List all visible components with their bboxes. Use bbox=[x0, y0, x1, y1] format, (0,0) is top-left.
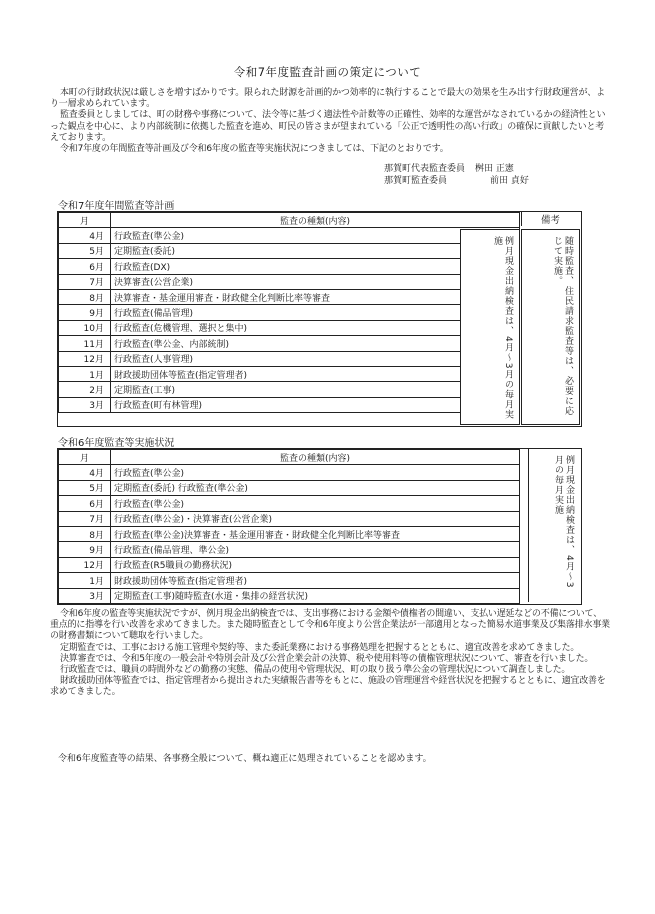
signature-name: 前田 貞好 bbox=[490, 176, 529, 186]
row-kind: 行政監査(危機管理、選択と集中) bbox=[111, 320, 520, 335]
row-kind: 行政監査(準公金) bbox=[111, 228, 520, 243]
table-row bbox=[59, 480, 520, 495]
plan-adhoc-note-box bbox=[521, 229, 580, 425]
row-kind: 行政監査(準公金、内部統制) bbox=[111, 336, 520, 351]
row-month: 8月 bbox=[59, 526, 111, 541]
row-month: 12月 bbox=[59, 557, 111, 572]
table-row bbox=[59, 305, 520, 320]
table-row bbox=[59, 382, 520, 397]
row-month: 9月 bbox=[59, 305, 111, 320]
table-row bbox=[59, 243, 520, 258]
table-row bbox=[59, 274, 520, 289]
header-month: 月 bbox=[59, 450, 111, 465]
results-section-title: 令和6年度監査等実施状況 bbox=[58, 438, 175, 449]
page-title: 令和7年度監査計画の策定について bbox=[233, 65, 422, 79]
header-kind: 監査の種類(内容) bbox=[111, 213, 520, 228]
row-kind: 行政監査(R5職員の勤務状況) bbox=[111, 557, 520, 572]
signature-row bbox=[384, 175, 529, 187]
row-kind: 決算審査(公営企業) bbox=[111, 274, 520, 289]
row-kind: 行政監査(準公金)決算審査・基金運用審査・財政健全化判断比率等審査 bbox=[111, 526, 520, 541]
table-row bbox=[59, 228, 520, 243]
conclusion-text: 令和6年度監査等の結果、各事務全般について、概ね適正に処理されていることを認めます。 bbox=[58, 754, 432, 764]
plan-monthly-note-box bbox=[460, 229, 520, 425]
table-row bbox=[59, 336, 520, 351]
row-kind: 行政監査(準公金) bbox=[111, 465, 520, 480]
row-kind: 決算審査・基金運用審査・財政健全化判断比率等審査 bbox=[111, 289, 520, 304]
intro-section bbox=[50, 88, 610, 155]
row-month: 5月 bbox=[59, 243, 111, 258]
plan-table bbox=[58, 212, 520, 413]
results-table bbox=[58, 449, 520, 604]
signature-role: 那賀町代表監査委員 bbox=[384, 164, 466, 174]
summary-paragraph: 令和6年度の監査等実施状況ですが、例月現金出納検査では、支出事務における金額や債権者の間違い、支払い遅延などの不備について、重点的に指導を行い改善を求めてきました。また随時監査として令和6年度より公営企業法が一部適用となった簡易水道事業及び集落排水事業の財務書類について聴取を行いました。 bbox=[50, 609, 610, 642]
row-month: 5月 bbox=[59, 480, 111, 495]
row-kind: 行政監査(備品管理) bbox=[111, 305, 520, 320]
summary-paragraph: 決算審査では、令和5年度の一般会計や特別会計及び公営企業会計の決算、税や使用料等の債権管理状況について、審査を行いました。 bbox=[60, 653, 594, 664]
signature-row bbox=[384, 163, 529, 175]
summary-section bbox=[50, 609, 610, 699]
table-header-row bbox=[59, 450, 520, 465]
table-row bbox=[59, 351, 520, 366]
table-row bbox=[59, 588, 520, 603]
table-header-row bbox=[59, 213, 520, 228]
row-month: 4月 bbox=[59, 228, 111, 243]
table-row bbox=[59, 557, 520, 572]
row-kind: 定期監査(工事)随時監査(水道・集排の経営状況) bbox=[111, 588, 520, 603]
intro-paragraph: 本町の行財政状況は厳しさを増すばかりです。限られた財源を計画的かつ効率的に執行することで最大の効果を生み出す行財政運営が、より一層求められています。 bbox=[50, 88, 605, 110]
intro-paragraph: 監査委員としましては、町の財務や事務について、法令等に基づく適法性や計数等の正確性、効率的な運営がなされているかの経済性といった観点を中心に、より内部統制に依拠した監査を進め、町民の皆さまが望まれている「公正で透明性の高い行政」の確保に貢献したいと考えております。 bbox=[50, 110, 606, 143]
row-kind: 定期監査(委託) bbox=[111, 243, 520, 258]
row-month: 3月 bbox=[59, 397, 111, 412]
row-kind: 定期監査(委託) 行政監査(準公金) bbox=[111, 480, 520, 495]
summary-paragraph: 定期監査では、工事における施工管理や契約等、また委託業務における事務処理を把握するとともに、適宜改善を求めてきました。 bbox=[60, 642, 580, 653]
row-month: 7月 bbox=[59, 511, 111, 526]
row-month: 6月 bbox=[59, 496, 111, 511]
table-row bbox=[59, 397, 520, 412]
table-row bbox=[59, 366, 520, 381]
row-kind: 行政監査(DX) bbox=[111, 259, 520, 274]
row-kind: 行政監査(人事管理) bbox=[111, 351, 520, 366]
plan-adhoc-note: 随時監査、住民請求監査等は、必要に応じて実施。 bbox=[552, 236, 573, 416]
signature-role: 那賀町監査委員 bbox=[384, 176, 448, 186]
row-kind: 行政監査(町有林管理) bbox=[111, 397, 520, 412]
row-month: 9月 bbox=[59, 542, 111, 557]
row-month: 1月 bbox=[59, 573, 111, 588]
table-row bbox=[59, 259, 520, 274]
results-monthly-note: 例月現金出納検査は、4月～3月の毎月実施 bbox=[553, 455, 574, 589]
table-row bbox=[59, 573, 520, 588]
signature-block bbox=[384, 163, 529, 187]
table-row bbox=[59, 289, 520, 304]
header-note: 備考 bbox=[521, 212, 579, 226]
header-month: 月 bbox=[59, 213, 111, 228]
row-month: 10月 bbox=[59, 320, 111, 335]
row-month: 7月 bbox=[59, 274, 111, 289]
row-kind: 財政援助団体等監査(指定管理者) bbox=[111, 366, 520, 381]
row-kind: 行政監査(準公金)・決算審査(公営企業) bbox=[111, 511, 520, 526]
row-month: 2月 bbox=[59, 382, 111, 397]
row-kind: 行政監査(準公金) bbox=[111, 496, 520, 511]
row-month: 6月 bbox=[59, 259, 111, 274]
row-kind: 財政援助団体等監査(指定管理者) bbox=[111, 573, 520, 588]
table-row bbox=[59, 496, 520, 511]
plan-section-title: 令和7年度年間監査等計画 bbox=[58, 201, 175, 212]
summary-paragraph: 行政監査では、職員の時間外などの勤務の実態、備品の使用や管理状況、町の取り扱う準公金の管理状況について調査しました。 bbox=[60, 665, 571, 676]
header-kind: 監査の種類(内容) bbox=[111, 450, 520, 465]
summary-paragraph: 財政援助団体等監査では、指定管理者から提出された実績報告書等をもとに、施設の管理運営や経営状況を把握するとともに、適宜改善を求めてきました。 bbox=[50, 676, 606, 698]
table-row bbox=[59, 511, 520, 526]
row-month: 11月 bbox=[59, 336, 111, 351]
intro-paragraph: 令和7年度の年間監査等計画及び令和6年度の監査等実施状況につきましては、下記のとおりです。 bbox=[60, 144, 449, 155]
row-month: 3月 bbox=[59, 588, 111, 603]
row-kind: 定期監査(工事) bbox=[111, 382, 520, 397]
table-row bbox=[59, 542, 520, 557]
plan-monthly-note: 例月現金出納検査は、4月～3月の毎月実施 bbox=[492, 236, 513, 420]
table-row bbox=[59, 320, 520, 335]
row-month: 12月 bbox=[59, 351, 111, 366]
table-row bbox=[59, 465, 520, 480]
signature-name: 桝田 正憲 bbox=[475, 164, 514, 174]
table-row bbox=[59, 526, 520, 541]
row-month: 1月 bbox=[59, 366, 111, 381]
results-monthly-note-box bbox=[528, 449, 580, 602]
row-month: 4月 bbox=[59, 465, 111, 480]
row-kind: 行政監査(備品管理、準公金) bbox=[111, 542, 520, 557]
row-month: 8月 bbox=[59, 289, 111, 304]
